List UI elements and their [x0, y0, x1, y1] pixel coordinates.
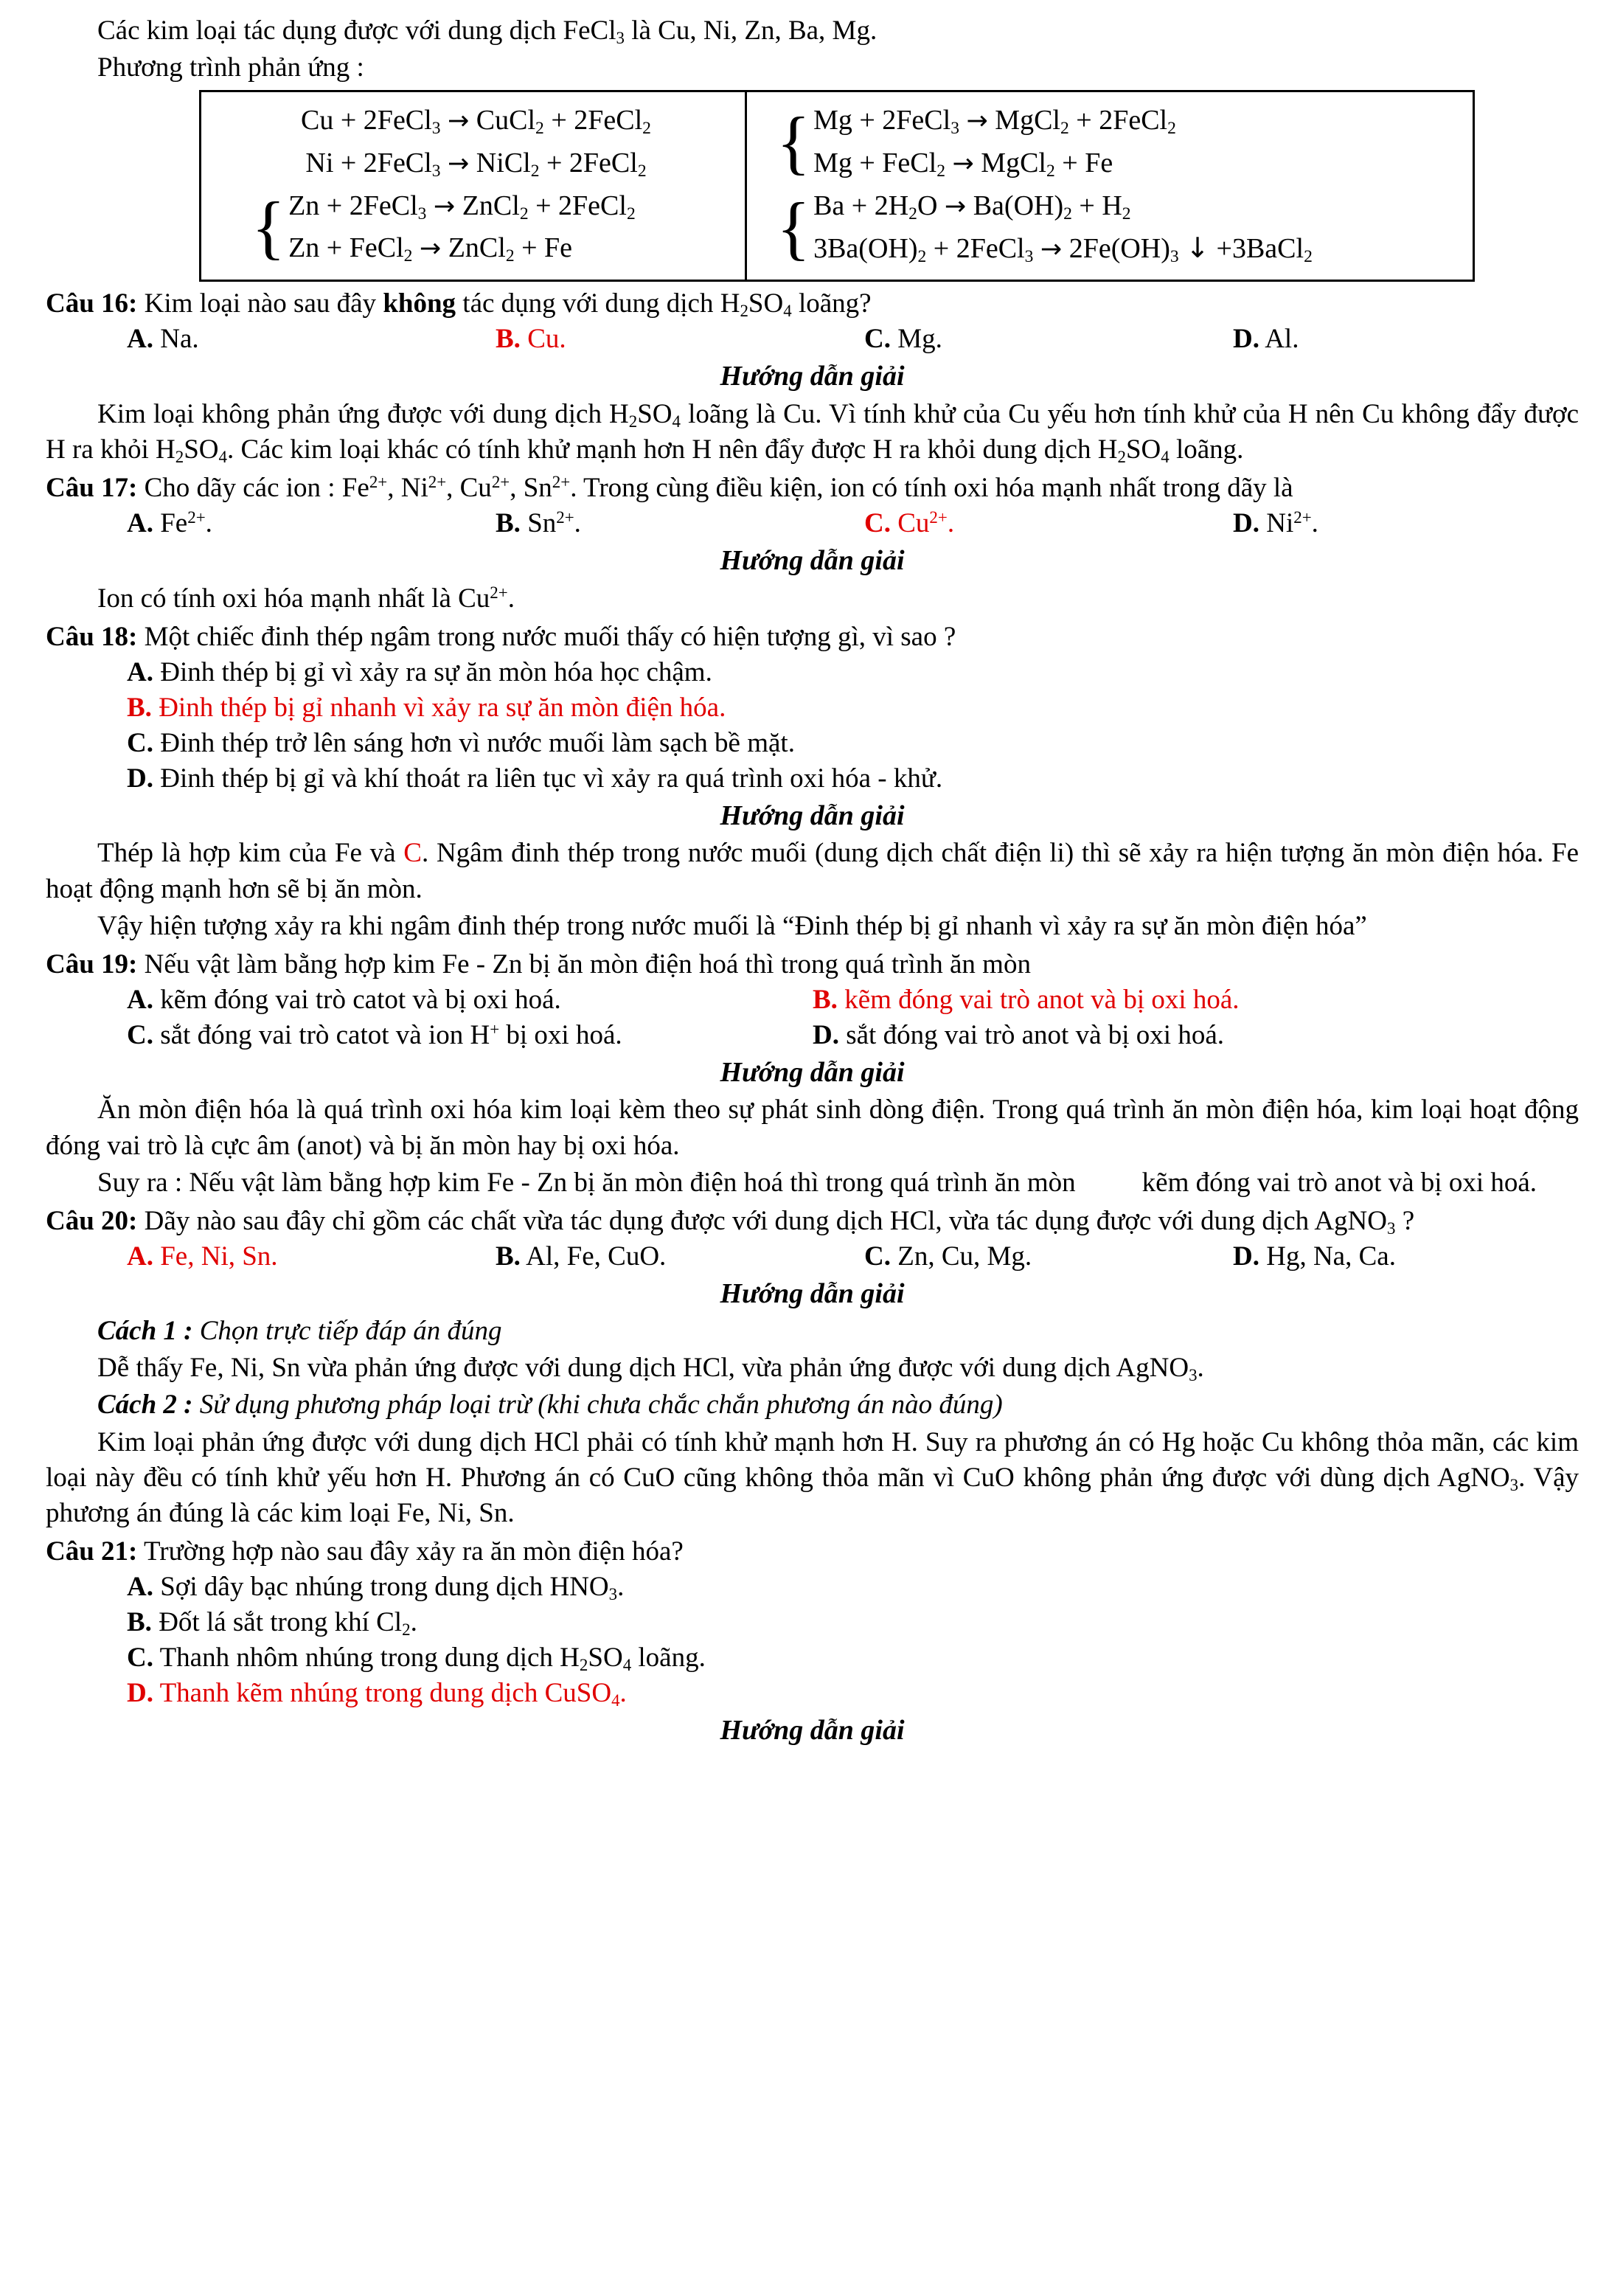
guide-heading-17: Hướng dẫn giải	[720, 545, 905, 577]
answer-option-c[interactable]: C. Mg.	[864, 324, 942, 355]
equation-cu: Cu + 2FeCl$_3$ → CuCl$_2$ + 2FeCl$_2$	[301, 105, 651, 139]
guide-heading-19: Hướng dẫn giải	[720, 1057, 905, 1089]
question-19	[46, 947, 1579, 982]
answer-option-b[interactable]: B. Đốt lá sắt trong khí $Cl_2$.	[127, 1607, 417, 1639]
answer-option-d[interactable]: D. sắt đóng vai trò anot và bị oxi hoá.	[813, 1019, 1224, 1050]
question-17-number: Câu 17:	[46, 472, 138, 503]
question-20-method-2-heading	[46, 1387, 1579, 1423]
brace-left-zn: {	[251, 187, 286, 267]
question-20-answers	[46, 1239, 1579, 1274]
question-17	[46, 471, 1579, 506]
equation-zn-group	[207, 185, 745, 271]
question-20-method-1-body: Dễ thấy Fe, Ni, Sn vừa phản ứng được với dung dịch HCl, vừa phản ứng được với dung dịch AgNO$_3$.	[97, 1353, 1204, 1385]
answer-option-a[interactable]: A. kẽm đóng vai trò catot và bị oxi hoá.	[127, 984, 561, 1015]
answer-option-b[interactable]: B. Cu.	[496, 324, 566, 355]
answer-option-a[interactable]: A. Na.	[127, 324, 199, 355]
answer-option-a[interactable]: A. Sợi dây bạc nhúng trong dung dịch $HNO_3$.	[127, 1571, 625, 1603]
question-17-answers	[46, 506, 1579, 541]
answer-option-b[interactable]: B. Al, Fe, CuO.	[496, 1241, 667, 1272]
question-18-number: Câu 18:	[46, 621, 138, 652]
question-18	[46, 620, 1579, 655]
method-1-label: Cách 1 :	[97, 1316, 193, 1347]
question-19-solution-2: Suy ra : Nếu vật làm bằng hợp kim Fe - Zn bị ăn mòn điện hoá thì trong quá trình ăn mòn kẽm đóng vai trò anot và bị oxi hoá.	[97, 1167, 1537, 1198]
answer-option-c[interactable]: C. Đinh thép trở lên sáng hơn vì nước muối làm sạch bề mặt.	[127, 727, 795, 758]
equation-zn-fecl3: Zn + 2FeCl$_3$ → ZnCl$_2$ + 2FeCl$_2$	[288, 190, 636, 223]
question-18-stem: Một chiếc đinh thép ngâm trong nước muối thấy có hiện tượng gì, vì sao ?	[137, 621, 956, 652]
answer-option-b[interactable]: B. kẽm đóng vai trò anot và bị oxi hoá.	[813, 984, 1240, 1015]
equation-ni: Ni + 2FeCl$_3$ → NiCl$_2$ + 2FeCl$_2$	[305, 147, 647, 181]
answer-option-b[interactable]: B. Đinh thép bị gỉ nhanh vì xảy ra sự ăn mòn điện hóa.	[127, 692, 726, 723]
answer-option-d[interactable]: D. Đinh thép bị gỉ và khí thoát ra liên tục vì xảy ra quá trình oxi hóa - khử.	[127, 763, 943, 794]
guide-heading-18: Hướng dẫn giải	[720, 800, 905, 832]
method-1-text: Chọn trực tiếp đáp án đúng	[192, 1316, 502, 1347]
question-21-number: Câu 21:	[46, 1536, 138, 1567]
question-21-stem: Trường hợp nào sau đây xảy ra ăn mòn điện hóa?	[137, 1536, 684, 1567]
question-20-method-1-heading	[46, 1314, 1579, 1349]
equation-ba-h2o: $Ba + 2H_2O \to Ba(OH)_2 + H_2$	[813, 190, 1131, 223]
answer-option-a[interactable]: A. Đinh thép bị gỉ vì xảy ra sự ăn mòn hóa học chậm.	[127, 656, 712, 687]
question-20-stem: Dãy nào sau đây chỉ gồm các chất vừa tác dụng được với dung dịch HCl, vừa tác dụng được với dung dịch AgNO$_3$ ?	[137, 1205, 1415, 1238]
guide-heading-20: Hướng dẫn giải	[720, 1277, 905, 1309]
reaction-equations-right-column	[747, 92, 1473, 280]
answer-option-d[interactable]: D. Al.	[1233, 324, 1299, 355]
method-2-text: Sử dụng phương pháp loại trừ (khi chưa chắc chắn phương án nào đúng)	[192, 1390, 1003, 1421]
question-18-solution-1: Thép là hợp kim của Fe và C. Ngâm đinh thép trong nước muối (dung dịch chất điện li) thì sẽ xảy ra hiện tượng ăn mòn điện hóa. Fe hoạt động mạnh hơn sẽ bị ăn mòn.	[46, 838, 1579, 904]
answer-option-c[interactable]: C. sắt đóng vai trò catot và ion H+ bị oxi hoá.	[127, 1019, 622, 1050]
answer-option-a[interactable]: A. Fe, Ni, Sn.	[127, 1241, 278, 1272]
question-21-answers	[46, 1570, 1579, 1711]
equation-mg-group	[776, 100, 1473, 185]
brace-left-mg: {	[776, 102, 811, 181]
equation-baoh2-fecl3: $3Ba(OH)_2$ + 2FeCl$_3$ → $2Fe(OH)_3$ ↓ +3BaCl$_2$	[813, 232, 1313, 267]
equation-zn-fecl2: Zn + FeCl$_2$ → ZnCl$_2$ + Fe	[288, 232, 573, 266]
equation-ba-group	[776, 185, 1473, 271]
question-20	[46, 1204, 1579, 1239]
answer-option-c[interactable]: C. Zn, Cu, Mg.	[864, 1241, 1032, 1272]
reaction-equations-left-column	[201, 92, 747, 280]
question-20-number: Câu 20:	[46, 1205, 138, 1236]
question-17-stem: Cho dãy các ion : $Fe^{2+}$, $Ni^{2+}$, $Cu^{2+}$, $Sn^{2+}$. Trong cùng điều kiện, ion có tính oxi hóa mạnh nhất trong dãy là	[137, 472, 1293, 503]
question-19-stem: Nếu vật làm bằng hợp kim Fe - Zn bị ăn mòn điện hoá thì trong quá trình ăn mòn	[137, 948, 1031, 979]
answer-option-a[interactable]: A. $Fe^{2+}$.	[127, 508, 212, 539]
answer-option-b[interactable]: B. $Sn^{2+}$.	[496, 508, 581, 539]
answer-option-d[interactable]: D. Hg, Na, Ca.	[1233, 1241, 1396, 1272]
intro-line-1	[46, 13, 1579, 49]
question-19-number: Câu 19:	[46, 948, 138, 979]
question-21	[46, 1534, 1579, 1570]
question-17-solution: Ion có tính oxi hóa mạnh nhất là $Cu^{2+}$.	[97, 583, 515, 614]
question-16	[46, 286, 1579, 322]
equation-mg-fecl2: Mg + FeCl$_2$ → MgCl$_2$ + Fe	[813, 147, 1113, 181]
question-16-answers	[46, 322, 1579, 357]
question-19-solution-1: Ăn mòn điện hóa là quá trình oxi hóa kim loại kèm theo sự phát sinh dòng điện. Trong quá trình ăn mòn điện hóa, kim loại hoạt động đóng vai trò là cực âm (anot) và bị ăn mòn hay bị oxi hóa.	[46, 1095, 1579, 1161]
guide-heading-16: Hướng dẫn giải	[720, 361, 905, 392]
answer-option-c[interactable]: C. $Cu^{2+}$.	[864, 508, 955, 539]
method-2-label: Cách 2 :	[97, 1390, 193, 1421]
question-18-solution-2: Vậy hiện tượng xảy ra khi ngâm đinh thép trong nước muối là “Đinh thép bị gỉ nhanh vì xảy ra sự ăn mòn điện hóa”	[97, 910, 1367, 941]
brace-left-ba: {	[776, 187, 811, 267]
fecl3-subscript: 3	[616, 28, 625, 47]
answer-option-c[interactable]: C. Thanh nhôm nhúng trong dung dịch $H_2SO_4$ loãng.	[127, 1643, 706, 1675]
reaction-equations-box	[199, 90, 1475, 282]
carbon-symbol: C	[403, 838, 422, 869]
guide-heading-21: Hướng dẫn giải	[720, 1715, 905, 1747]
question-20-method-2-body: Kim loại phản ứng được với dung dịch HCl phải có tính khử mạnh hơn H. Suy ra phương án có Hg hoặc Cu không thỏa mãn, các kim loại này đều có tính khử yếu hơn H. Phương án có CuO cũng không thỏa mãn vì CuO không phản ứng được với dùng dịch AgNO$_3$. Vậy phương án đúng là các kim loại Fe, Ni, Sn.	[46, 1426, 1579, 1528]
question-16-stem: Kim loại nào sau đây không tác dụng với dung dịch $H_2SO_4$ loãng?	[137, 288, 872, 321]
question-19-answers-row-2	[46, 1018, 1579, 1053]
answer-option-d[interactable]: D. $Ni^{2+}$.	[1233, 508, 1318, 539]
intro-line-2: Phương trình phản ứng :	[97, 52, 364, 83]
intro-line-1-text: Các kim loại tác dụng được với dung dịch FeCl	[97, 15, 616, 46]
answer-option-d[interactable]: D. Thanh kẽm nhúng trong dung dịch CuSO$_4$.	[127, 1678, 627, 1710]
question-16-solution: Kim loại không phản ứng được với dung dịch $H_2SO_4$ loãng là Cu. Vì tính khử của Cu yếu hơn tính khử của H nên Cu không đẩy được H ra khỏi $H_2SO_4$. Các kim loại khác có tính khử mạnh hơn H nên đẩy được H ra khỏi dung dịch $H_2SO_4$ loãng.	[46, 398, 1579, 466]
intro-line-1-tail: là Cu, Ni, Zn, Ba, Mg.	[624, 15, 877, 46]
question-18-answers	[46, 655, 1579, 797]
question-19-answers-row-1	[46, 982, 1579, 1018]
equation-mg-fecl3: Mg + 2FeCl$_3$ → MgCl$_2$ + 2FeCl$_2$	[813, 105, 1176, 139]
question-16-number: Câu 16:	[46, 288, 138, 319]
